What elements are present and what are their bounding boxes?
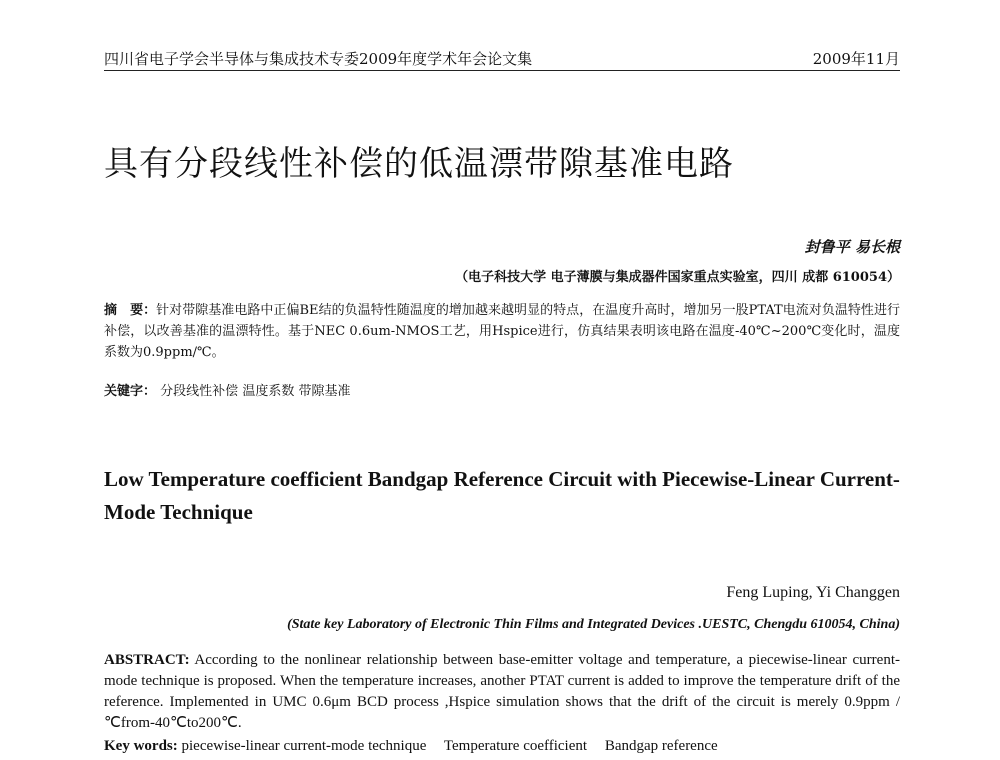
chinese-abstract: [104, 300, 900, 363]
chinese-keyword: 温度系数: [242, 384, 295, 399]
english-keywords: [104, 738, 718, 755]
english-keyword: Temperature coefficient: [443, 738, 588, 754]
header-date: 2009年11月: [812, 50, 900, 68]
chinese-keywords-label: 关键字：: [104, 384, 157, 399]
english-keyword: Bandgap reference: [604, 738, 718, 754]
running-header: [104, 46, 900, 71]
english-abstract: [104, 650, 900, 734]
chinese-keywords: [104, 380, 350, 399]
chinese-abstract-text: 针对带隙基准电路中正偏BE结的负温特性随温度的增加越来越明显的特点，在温度升高时，增加另一股PTAT电流对负温特性进行补偿，以改善基准的温漂特性。基于NEC 0.6um-NMOS工艺，用Hspice进行，仿真结果表明该电路在温度-40℃~200℃变化时，温度系数为0.9ppm/℃。: [104, 303, 900, 360]
chinese-keyword: 分段线性补偿: [160, 384, 239, 399]
english-keyword: piecewise-linear current-mode technique: [181, 738, 427, 754]
chinese-keyword: 带隙基准: [298, 384, 351, 399]
chinese-paper-title: 具有分段线性补偿的低温漂带隙基准电路: [104, 144, 734, 184]
english-authors: Feng Luping, Yi Changgen: [726, 584, 900, 601]
english-affiliation: (State key Laboratory of Electronic Thin Films and Integrated Devices .UESTC, Chengdu 610054, China): [287, 617, 900, 632]
english-paper-title: Low Temperature coefficient Bandgap Reference Circuit with Piecewise-Linear Current-Mode Technique: [104, 467, 900, 524]
chinese-affiliation: （电子科技大学 电子薄膜与集成器件国家重点实验室，四川 成都 610054）: [455, 270, 900, 285]
header-proceedings-title: 四川省电子学会半导体与集成技术专委2009年度学术年会论文集: [104, 50, 533, 68]
english-abstract-text: According to the nonlinear relationship between base-emitter voltage and temperature, a piecewise-linear current-mode technique is proposed. When the temperature increases, another PTAT current is added to improve the temperature drift of the reference. Implemented in UMC 0.6μm BCD process ,Hspice simulation shows that the drift of the circuit is merely 0.9ppm / ℃from-40℃to200℃.: [104, 652, 900, 731]
chinese-authors: 封鲁平 易长根: [804, 238, 900, 256]
english-abstract-label: ABSTRACT:: [104, 652, 190, 668]
english-keywords-label: Key words:: [104, 738, 178, 754]
chinese-abstract-label: 摘 要：: [104, 303, 157, 318]
